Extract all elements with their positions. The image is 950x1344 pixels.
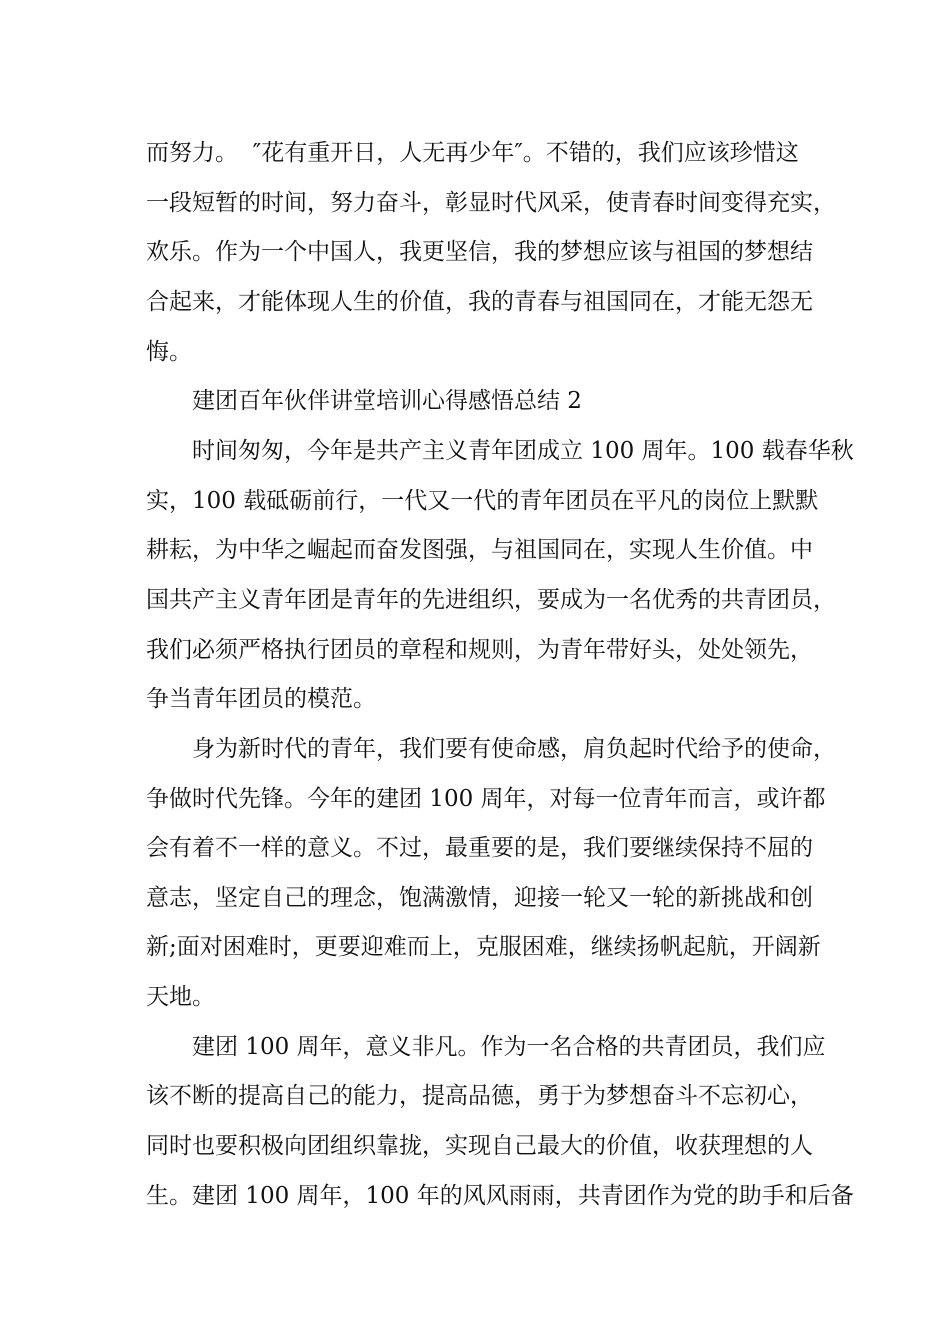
text-line: 合起来，才能体现人生的价值，我的青春与祖国同在，才能无怨无 bbox=[146, 289, 813, 315]
section-heading: 建团百年伙伴讲堂培训心得感悟总结 2 bbox=[192, 388, 582, 414]
text-line: 生。建团 100 周年，100 年的风风雨雨，共青团作为党的助手和后备 bbox=[146, 1183, 854, 1209]
text-line: 耕耘，为中华之崛起而奋发图强，与祖国同在，实现人生价值。中 bbox=[146, 537, 813, 563]
text-line: 我们必须严格执行团员的章程和规则，为青年带好头，处处领先， bbox=[146, 637, 813, 663]
text-line: 意志，坚定自己的理念，饱满激情，迎接一轮又一轮的新挑战和创 bbox=[146, 885, 813, 911]
text-line: 悔。 bbox=[146, 339, 192, 365]
text-line: 一段短暂的时间，努力奋斗，彰显时代风采，使青春时间变得充实， bbox=[146, 190, 836, 216]
text-line: 该不断的提高自己的能力，提高品德，勇于为梦想奋斗不忘初心， bbox=[146, 1083, 813, 1109]
text-line: 争当青年团员的模范。 bbox=[146, 686, 376, 712]
text-line: 会有着不一样的意义。不过，最重要的是，我们要继续保持不屈的 bbox=[146, 835, 813, 861]
text-line: 新;面对困难时，更要迎难而上，克服困难，继续扬帆起航，开阔新 bbox=[146, 934, 821, 960]
text-line: 欢乐。作为一个中国人，我更坚信，我的梦想应该与祖国的梦想结 bbox=[146, 239, 813, 265]
text-line: 身为新时代的青年，我们要有使命感，肩负起时代给予的使命， bbox=[192, 736, 836, 762]
text-line: 同时也要积极向团组织靠拢，实现自己最大的价值，收获理想的人 bbox=[146, 1133, 813, 1159]
text-line: 时间匆匆，今年是共产主义青年团成立 100 周年。100 载春华秋 bbox=[192, 438, 854, 464]
text-line: 天地。 bbox=[146, 984, 215, 1010]
text-line: 争做时代先锋。今年的建团 100 周年，对每一位青年而言，或许都 bbox=[146, 786, 826, 812]
text-line: 建团 100 周年，意义非凡。作为一名合格的共青团员，我们应 bbox=[192, 1034, 826, 1060]
text-line: 而努力。 ″花有重开日，人无再少年″。不错的，我们应该珍惜这 bbox=[146, 140, 799, 166]
text-line: 实，100 载砥砺前行，一代又一代的青年团员在平凡的岗位上默默 bbox=[146, 488, 819, 514]
text-line: 国共产主义青年团是青年的先进组织，要成为一名优秀的共青团员， bbox=[146, 587, 836, 613]
